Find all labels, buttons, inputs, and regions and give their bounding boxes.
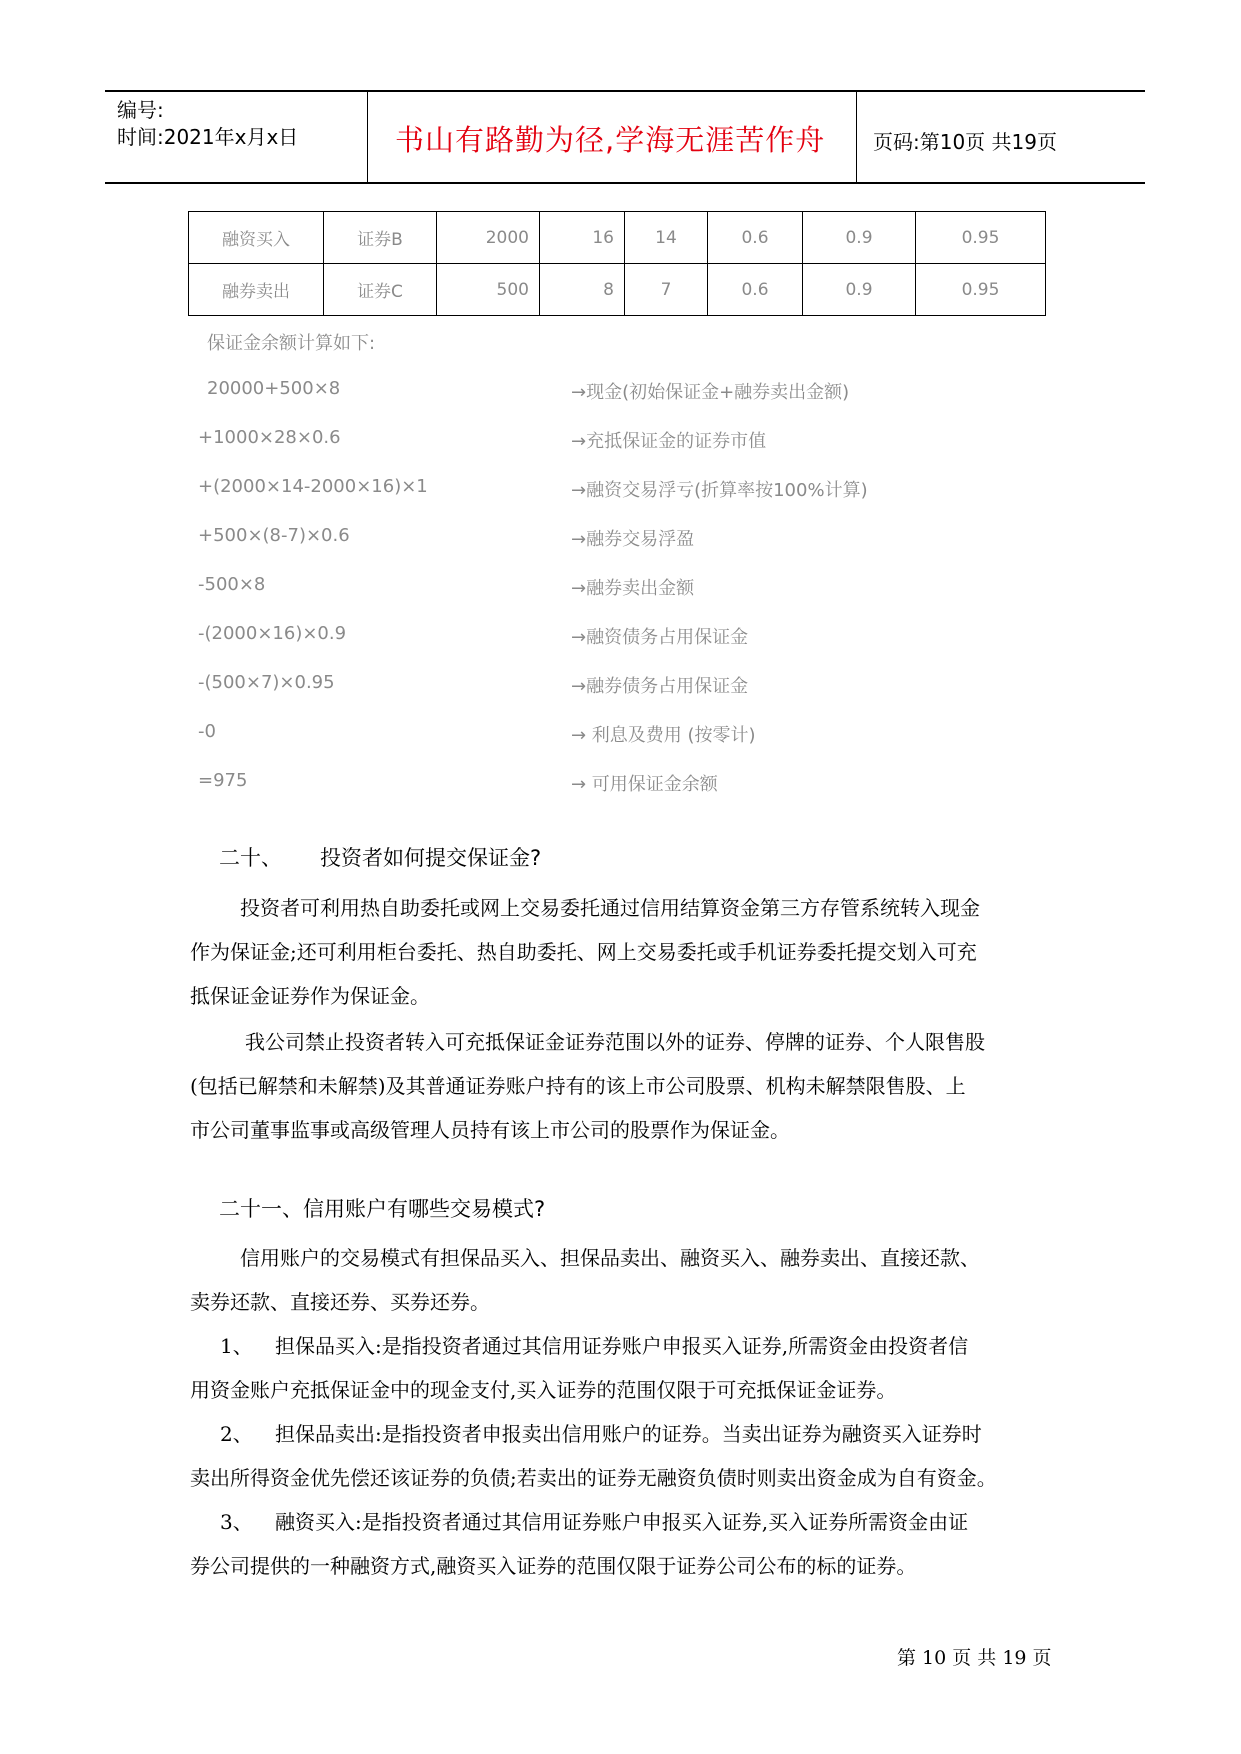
margin-table	[188, 211, 1046, 316]
table-cell: 融券卖出	[189, 264, 324, 316]
page-footer: 第 10 页 共 19 页	[897, 1647, 1052, 1669]
calc-desc: →融券交易浮盈	[571, 529, 695, 550]
header-motto: 书山有路勤为径,学海无涯苦作舟	[395, 123, 826, 157]
item-text: 担保品卖出:是指投资者申报卖出信用账户的证券。当卖出证券为融资买入证券时	[275, 1422, 982, 1446]
calc-expr: -(2000×16)×0.9	[198, 623, 347, 644]
table-cell: 证券B	[324, 212, 437, 264]
item-text: 融资买入:是指投资者通过其信用证券账户申报买入证券,买入证券所需资金由证	[275, 1510, 969, 1534]
paragraph-line: 我公司禁止投资者转入可充抵保证金证券范围以外的证券、停牌的证券、个人限售股	[245, 1030, 985, 1054]
calc-desc: →融资债务占用保证金	[571, 627, 749, 648]
paragraph-line: 投资者可利用热自助委托或网上交易委托通过信用结算资金第三方存管系统转入现金	[240, 896, 980, 920]
calc-expr: 20000+500×8	[207, 378, 341, 399]
table-cell: 证券C	[324, 264, 437, 316]
paragraph-line: 用资金账户充抵保证金中的现金支付,买入证券的范围仅限于可充抵保证金证券。	[190, 1378, 897, 1402]
section-20-heading-number: 二十、	[219, 846, 282, 870]
calc-desc: →充抵保证金的证券市值	[571, 431, 767, 452]
item-number: 3、	[220, 1510, 253, 1534]
table-cell: 500	[437, 264, 540, 316]
section-20-heading: 投资者如何提交保证金?	[320, 846, 542, 870]
paragraph-line: 券公司提供的一种融资方式,融资买入证券的范围仅限于证券公司公布的标的证券。	[190, 1554, 917, 1578]
paragraph-line	[190, 1324, 1070, 1368]
calc-expr: +500×(8-7)×0.6	[198, 525, 350, 546]
calc-title: 保证金余额计算如下:	[207, 333, 376, 354]
table-cell: 2000	[437, 212, 540, 264]
paragraph-line: 市公司董事监事或高级管理人员持有该上市公司的股票作为保证金。	[190, 1118, 790, 1142]
section-21-item-3	[190, 1500, 1070, 1588]
header-top-rule	[105, 90, 1145, 92]
calc-desc: → 利息及费用 (按零计)	[571, 725, 756, 746]
section-21-item-2	[190, 1412, 1070, 1500]
paragraph-line: 抵保证金证券作为保证金。	[190, 984, 430, 1008]
paragraph-line: 信用账户的交易模式有担保品买入、担保品卖出、融资买入、融券卖出、直接还款、	[240, 1246, 980, 1270]
paragraph-line: 卖券还款、直接还券、买券还券。	[190, 1290, 490, 1314]
item-number: 2、	[220, 1422, 253, 1446]
table-cell: 0.6	[708, 264, 803, 316]
paragraph-line	[190, 1412, 1070, 1456]
calc-expr: -(500×7)×0.95	[198, 672, 335, 693]
header-page-code: 页码:第10页 共19页	[873, 130, 1057, 154]
calc-desc: →现金(初始保证金+融券卖出金额)	[571, 382, 850, 403]
calc-expr: -500×8	[198, 574, 266, 595]
paragraph-line: (包括已解禁和未解禁)及其普通证券账户持有的该上市公司股票、机构未解禁限售股、上	[190, 1074, 966, 1098]
calc-expr: +(2000×14-2000×16)×1	[198, 476, 428, 497]
calc-expr: =975	[198, 770, 248, 791]
calc-desc: →融券债务占用保证金	[571, 676, 749, 697]
header-divider-left	[367, 91, 368, 183]
table-cell: 融资买入	[189, 212, 324, 264]
calc-desc: →融资交易浮亏(折算率按100%计算)	[571, 480, 868, 501]
calc-desc: →融券卖出金额	[571, 578, 695, 599]
calc-desc: → 可用保证金余额	[571, 774, 718, 795]
calc-expr: +1000×28×0.6	[198, 427, 341, 448]
item-number: 1、	[220, 1334, 253, 1358]
section-21-heading: 二十一、信用账户有哪些交易模式?	[219, 1197, 546, 1221]
table-row	[189, 264, 1046, 316]
paragraph-line: 作为保证金;还可利用柜台委托、热自助委托、网上交易委托或手机证券委托提交划入可充	[190, 940, 977, 964]
table-cell: 14	[625, 212, 708, 264]
header-divider-right	[856, 91, 857, 183]
table-cell: 0.95	[916, 212, 1046, 264]
table-cell: 16	[540, 212, 625, 264]
item-text: 担保品买入:是指投资者通过其信用证券账户申报买入证券,所需资金由投资者信	[275, 1334, 969, 1358]
section-20-paragraph-1	[190, 886, 1070, 1018]
table-cell: 8	[540, 264, 625, 316]
section-21-paragraph-1	[190, 1236, 1070, 1324]
table-cell: 0.6	[708, 212, 803, 264]
table-cell: 7	[625, 264, 708, 316]
table-cell: 0.9	[803, 264, 916, 316]
header-time-label: 时间:2021年x月x日	[117, 125, 299, 149]
header-bottom-rule	[105, 182, 1145, 184]
paragraph-line: 卖出所得资金优先偿还该证券的负债;若卖出的证券无融资负债时则卖出资金成为自有资金。	[190, 1466, 997, 1490]
paragraph-line	[190, 1500, 1070, 1544]
section-21-item-1	[190, 1324, 1070, 1412]
table-cell: 0.95	[916, 264, 1046, 316]
table-row	[189, 212, 1046, 264]
header-number-label: 编号:	[117, 98, 164, 122]
section-20-paragraph-2	[190, 1020, 1070, 1152]
calc-expr: -0	[198, 721, 216, 742]
table-cell: 0.9	[803, 212, 916, 264]
